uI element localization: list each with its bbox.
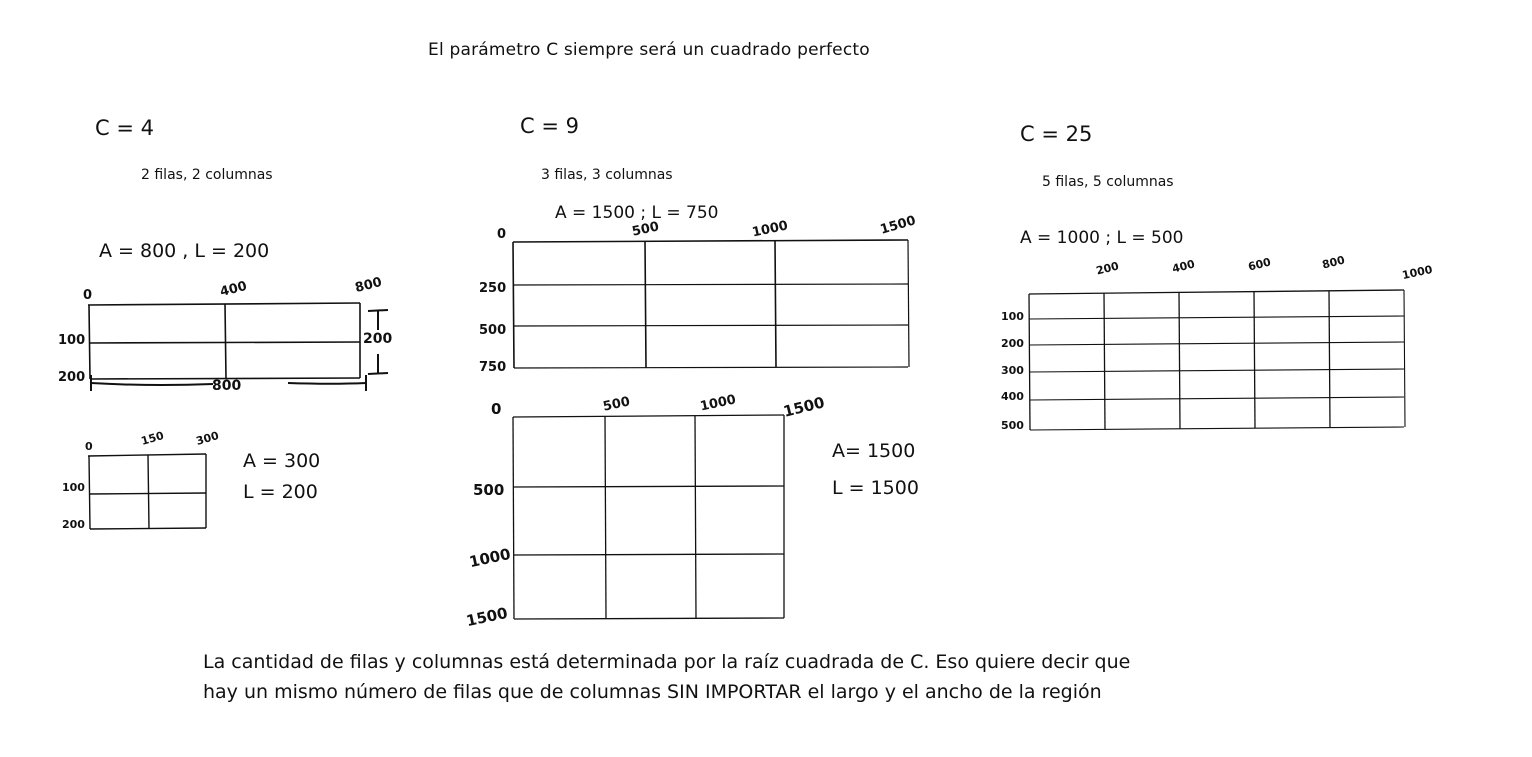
xtick-c25-1: 200 xyxy=(1094,259,1121,278)
xtick-c4-second-1: 150 xyxy=(139,429,166,448)
grid-label-c9-b-length: L = 1500 xyxy=(832,477,919,499)
case-title-c4: C = 4 xyxy=(95,116,154,140)
ytick-c25-1: 100 xyxy=(1001,310,1024,323)
width-annotation-c4: 800 xyxy=(212,378,242,394)
grid-label-c9-b-area: A= 1500 xyxy=(832,440,916,462)
xtick-c9-second-2: 1000 xyxy=(698,392,738,415)
xtick-c25-4: 800 xyxy=(1320,253,1347,272)
xtick-c4-first-2: 800 xyxy=(353,274,384,297)
ytick-c9-second-1: 500 xyxy=(473,481,505,499)
grid-label-c4-b-length: L = 200 xyxy=(243,481,318,503)
ytick-c4-first-2: 200 xyxy=(58,370,86,385)
xtick-c4-second-2: 300 xyxy=(194,429,221,448)
ytick-c4-first-1: 100 xyxy=(58,333,86,348)
footer-line-2: hay un mismo número de filas que de columnas SIN IMPORTAR el largo y el ancho de la región xyxy=(203,681,1102,703)
xtick-c4-first-1: 400 xyxy=(218,278,249,301)
ytick-c9-first-1: 250 xyxy=(479,281,507,296)
ytick-c4-second-1: 100 xyxy=(62,481,85,494)
ytick-c9-first-2: 500 xyxy=(479,323,507,338)
grid-c25 xyxy=(1028,290,1418,435)
grid-label-c4-b-area: A = 300 xyxy=(243,450,321,472)
xtick-c9-second-0: 0 xyxy=(491,400,502,418)
height-annotation-c4: 200 xyxy=(363,331,393,347)
case-subtitle-c9: 3 filas, 3 columnas xyxy=(541,167,673,183)
xtick-c25-2: 400 xyxy=(1170,257,1197,276)
xtick-c9-first-0: 0 xyxy=(497,227,507,242)
xtick-c9-first-1: 500 xyxy=(630,219,661,240)
grid-label-c9-a: A = 1500 ; L = 750 xyxy=(555,203,719,223)
xtick-c4-second-0: 0 xyxy=(85,440,93,453)
footer-line-1: La cantidad de filas y columnas está determinada por la raíz cuadrada de C. Eso quiere decir que xyxy=(203,651,1131,673)
xtick-c9-second-1: 500 xyxy=(601,394,632,415)
grid-c9-second xyxy=(512,415,792,625)
ytick-c25-5: 500 xyxy=(1001,419,1024,432)
xtick-c9-second-3: 1500 xyxy=(781,393,827,421)
case-subtitle-c25: 5 filas, 5 columnas xyxy=(1042,174,1174,190)
xtick-c25-5: 1000 xyxy=(1400,262,1434,283)
grid-c9-first xyxy=(512,240,912,375)
ytick-c25-2: 200 xyxy=(1001,337,1024,350)
ytick-c4-second-2: 200 xyxy=(62,518,85,531)
xtick-c9-first-2: 1000 xyxy=(750,218,790,241)
grid-label-c25: A = 1000 ; L = 500 xyxy=(1020,228,1184,248)
case-title-c25: C = 25 xyxy=(1020,122,1093,146)
xtick-c25-3: 600 xyxy=(1246,255,1273,274)
ytick-c9-second-3: 1500 xyxy=(464,603,510,631)
ytick-c25-4: 400 xyxy=(1001,390,1024,403)
grid-c4-first xyxy=(88,303,368,383)
ytick-c25-3: 300 xyxy=(1001,364,1024,377)
xtick-c9-first-3: 1500 xyxy=(878,213,918,238)
xtick-c4-first-0: 0 xyxy=(83,288,93,303)
grid-label-c4-a: A = 800 , L = 200 xyxy=(99,240,270,262)
case-title-c9: C = 9 xyxy=(520,114,579,138)
case-subtitle-c4: 2 filas, 2 columnas xyxy=(141,167,273,183)
page-title: El parámetro C siempre será un cuadrado perfecto xyxy=(428,40,870,60)
grid-c4-second xyxy=(88,453,218,533)
ytick-c9-first-3: 750 xyxy=(479,360,507,375)
ytick-c9-second-2: 1000 xyxy=(467,544,513,572)
